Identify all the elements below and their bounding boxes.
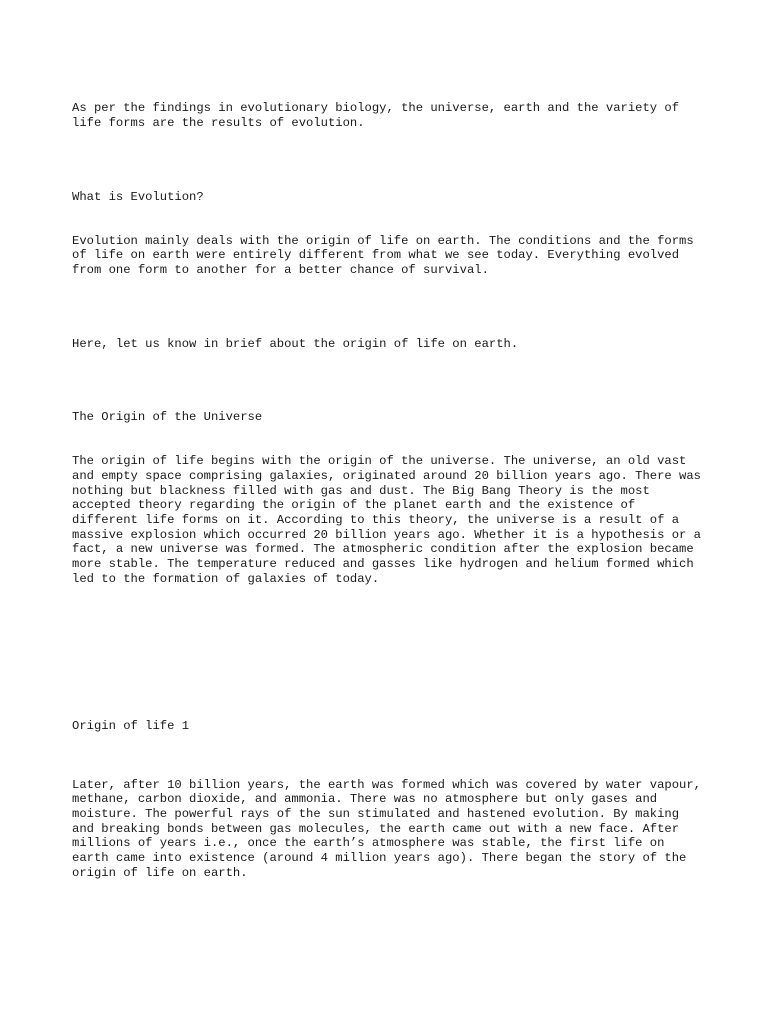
section-body-what-is-evolution: Evolution mainly deals with the origin of life on earth. The conditions and the forms of life on earth were entirely different from what we see today. Everything evolved from one form to another for a better chance of survival.	[72, 233, 701, 278]
section-heading-what-is-evolution: What is Evolution?	[72, 189, 204, 204]
section-heading-origin-of-life: Origin of life 1	[72, 718, 190, 733]
document-page	[72, 72, 709, 910]
section-body-origin-of-universe: The origin of life begins with the origin of the universe. The universe, an old vast and empty space comprising galaxies, originated around 20 billion years ago. There was nothing but blackness filled with gas and dust. The Big Bang Theory is the most accepted theory regarding the origin of the planet earth and the existence of different life forms on it. According to this theory, the universe is a result of a massive explosion which occurred 20 billion years ago. Whether it is a hypothesis or a fact, a new universe was formed. The atmospheric condition after the explosion became more stable. The temperature reduced and gasses like hydrogen and helium formed which led to the formation of galaxies of today.	[72, 454, 709, 586]
section-heading-origin-of-universe: The Origin of the Universe	[72, 410, 263, 425]
intro-paragraph: As per the findings in evolutionary biology, the universe, earth and the variety of life forms are the results of evolution.	[72, 101, 687, 131]
section-body-origin-of-life: Later, after 10 billion years, the earth was formed which was covered by water vapour, methane, carbon dioxide, and ammonia. There was no atmosphere but only gases and moisture. The powerful rays of the sun stimulated and hastened evolution. By making and breaking bonds between gas molecules, the earth came out with a new face. After millions of years i.e., once the earth’s atmosphere was stable, the first life on earth came into existence (around 4 million years ago). There began the story of the origin of life on earth.	[72, 777, 709, 880]
transition-paragraph: Here, let us know in brief about the origin of life on earth.	[72, 336, 519, 351]
spacer	[72, 645, 702, 674]
